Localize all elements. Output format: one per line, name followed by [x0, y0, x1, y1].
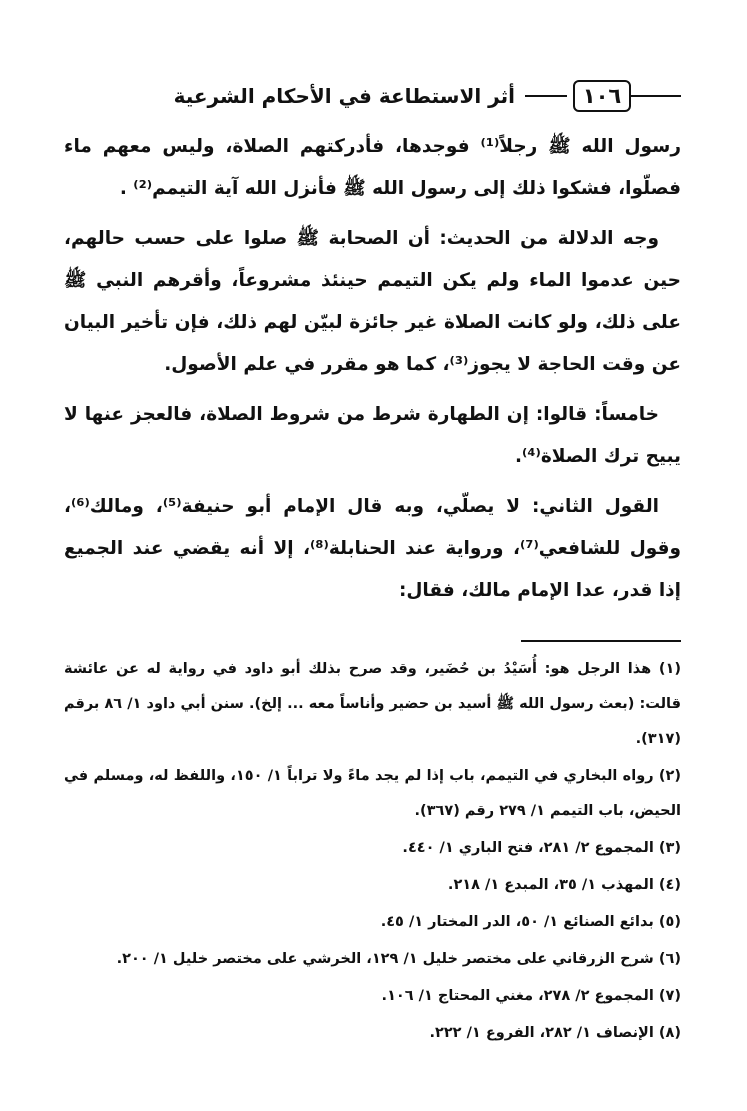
footnote-text: المجموع ٢/ ٢٧٨، مغني المحتاج ١/ ١٠٦. — [381, 988, 654, 1004]
main-text — [64, 126, 681, 620]
footnotes — [64, 652, 681, 1053]
footnote-divider — [521, 640, 681, 642]
footnote-number: (٥) — [658, 914, 681, 930]
footnote-number: (٧) — [658, 988, 681, 1004]
footnote-item — [64, 868, 681, 903]
paragraph — [64, 126, 681, 210]
paragraph-lead: القول الثاني: — [531, 496, 660, 517]
footnote-number: (٣) — [658, 840, 681, 856]
paragraph-lead: وجه الدلالة من الحديث: — [439, 228, 659, 249]
footnote-item — [64, 652, 681, 757]
header-rule-middle — [525, 95, 567, 97]
footnote-text: بدائع الصنائع ١/ ٥٠، الدر المختار ١/ ٤٥. — [380, 914, 654, 930]
paragraph-text: أن الصحابة ﷺ صلوا على حسب حالهم، حين عدموا الماء ولم يكن التيمم حينئذ مشروعاً، وأقرهم النبي ﷺ على ذلك، ولو كانت الصلاة غير جائزة لبيّن لهم ذلك، فإن تأخير البيان عن وقت الحاجة لا يجوز⁽³⁾، كما هو مقرر في علم الأصول. — [64, 228, 681, 375]
footnote-text: المجموع ٢/ ٢٨١، فتح الباري ١/ ٤٤٠. — [402, 840, 654, 856]
footnote-number: (٢) — [658, 768, 681, 784]
footnote-item — [64, 905, 681, 940]
footnote-number: (١) — [658, 661, 681, 677]
running-title: أثر الاستطاعة في الأحكام الشرعية — [173, 84, 515, 108]
footnote-item — [64, 831, 681, 866]
page-number: ١٠٦ — [573, 80, 631, 112]
footnote-text: هذا الرجل هو: أُسَيْدُ بن حُضَير، وقد صرح بذلك أبو داود في رواية له عن عائشة قالت: (بعث رسول الله ﷺ أسيد بن حضير وأناساً معه ... إلخ). سنن أبي داود ١/ ٨٦ برقم (٣١٧). — [64, 661, 681, 747]
footnote-number: (٤) — [658, 877, 681, 893]
paragraph — [64, 394, 681, 478]
footnote-text: المهذب ١/ ٣٥، المبدع ١/ ٢١٨. — [447, 877, 654, 893]
running-header — [60, 78, 681, 114]
footnote-number: (٨) — [658, 1025, 681, 1041]
paragraph-lead: خامساً: — [594, 404, 659, 425]
footnote-text: شرح الزرقاني على مختصر خليل ١/ ١٢٩، الخرشي على مختصر خليل ١/ ٢٠٠. — [116, 951, 654, 967]
footnote-number: (٦) — [658, 951, 681, 967]
header-rule-right — [631, 95, 681, 97]
footnote-item — [64, 1016, 681, 1051]
paragraph — [64, 486, 681, 612]
footnote-text: الإنصاف ١/ ٢٨٢، الفروع ١/ ٢٢٢. — [429, 1025, 654, 1041]
paragraph-text: لا يصلّي، وبه قال الإمام أبو حنيفة⁽⁵⁾، ومالك⁽⁶⁾، وقول للشافعي⁽⁷⁾، ورواية عند الحنابلة⁽⁸⁾، إلا أنه يقضي عند الجميع إذا قدر، عدا الإمام مالك، فقال: — [64, 496, 681, 601]
paragraph-text: قالوا: إن الطهارة شرط من شروط الصلاة، فالعجز عنها لا يبيح ترك الصلاة⁽⁴⁾. — [64, 404, 681, 467]
footnote-item — [64, 942, 681, 977]
footnote-text: رواه البخاري في التيمم، باب إذا لم يجد ماءً ولا تراباً ١/ ١٥٠، واللفظ له، ومسلم في الحيض، باب التيمم ١/ ٢٧٩ رقم (٣٦٧). — [64, 768, 681, 819]
footnote-item — [64, 979, 681, 1014]
paragraph — [64, 218, 681, 386]
footnote-item — [64, 759, 681, 829]
paragraph-text: رسول الله ﷺ رجلاً⁽¹⁾ فوجدها، فأدركتهم الصلاة، وليس معهم ماء فصلّوا، فشكوا ذلك إلى رسول الله ﷺ فأنزل الله آية التيمم⁽²⁾ . — [64, 136, 681, 199]
